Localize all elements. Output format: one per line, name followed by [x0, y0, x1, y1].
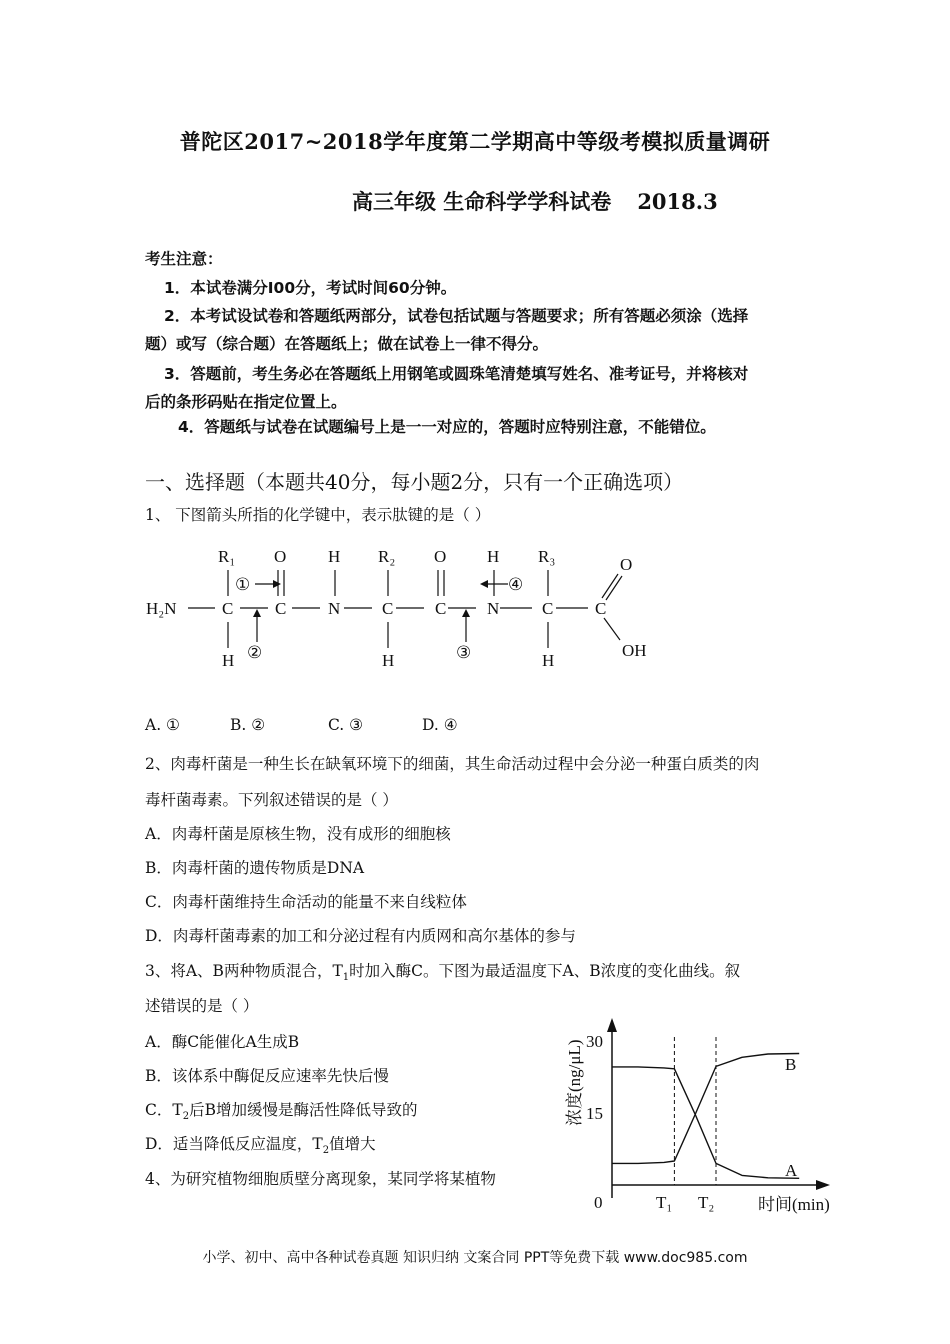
- q3-option-d-post: 值增大: [329, 1135, 376, 1153]
- atom-c-4: C: [435, 599, 447, 618]
- atom-h-4: H: [382, 651, 395, 670]
- section-title: 一、选择题（本题共40分，每小题2分，只有一个正确选项）: [145, 470, 684, 494]
- series-line-b: [612, 1054, 799, 1164]
- notice-item-4: 4．答题纸与试卷在试题编号上是一一对应的，答题时应特别注意，不能错位。: [178, 418, 716, 436]
- atom-c-5: C: [542, 599, 554, 618]
- page-title: 普陀区2017~2018学年度第二学期高中等级考模拟质量调研: [179, 129, 771, 154]
- q3-option-a: A．酶C能催化A生成B: [145, 1033, 300, 1051]
- x-tick-t2: T₂: [698, 1193, 715, 1212]
- atom-n-2: N: [487, 599, 500, 618]
- q3-option-d-sub: 2: [322, 1145, 330, 1157]
- notice-item-1: 1．本试卷满分I00分，考试时间60分钟。: [164, 279, 457, 297]
- q3-option-d: [145, 1132, 376, 1156]
- amino-group-label: H₂N: [146, 599, 177, 618]
- q3-stem-post: 时加入酶C。下图为最适温度下A、B浓度的变化曲线。叙: [349, 962, 741, 980]
- series-line-a: [612, 1067, 799, 1178]
- q3-option-c-sub: 2: [182, 1111, 190, 1123]
- notice-item-2: 2．本考试设试卷和答题纸两部分，试卷包括试题与答题要求；所有答题必须涂（选择: [164, 307, 749, 325]
- atom-o-1: O: [274, 547, 287, 566]
- q3-option-c: [145, 1098, 417, 1122]
- q3-stem-pre: 3、将A、B两种物质混合，T: [145, 962, 343, 980]
- notice-item-3: 3．答题前，考生务必在答题纸上用钢笔或圆珠笔清楚填写姓名、准考证号，并将核对: [164, 365, 749, 383]
- q2-option-d: D．肉毒杆菌毒素的加工和分泌过程有内质网和高尔基体的参与: [145, 927, 576, 945]
- footer-text: 小学、初中、高中各种试卷真题 知识归纳 文案合同 PPT等免费下载 www.doc985.com: [202, 1250, 748, 1266]
- q1-option-a: A. ①: [145, 716, 180, 734]
- origin-label: 0: [594, 1193, 603, 1212]
- question-1-stem: 1、 下图箭头所指的化学键中，表示肽键的是（ ）: [145, 506, 491, 524]
- q3-option-c-post: 后B增加缓慢是酶活性降低导致的: [189, 1101, 418, 1119]
- r2-label: R₂: [378, 547, 396, 566]
- y-axis-arrow: [607, 1018, 617, 1032]
- y-tick-15: 15: [586, 1104, 603, 1123]
- marker-4: ④: [508, 575, 524, 594]
- q3-stem-sub: 1: [342, 972, 350, 984]
- series-b-label: B: [785, 1055, 797, 1074]
- atom-h-2: H: [487, 547, 500, 566]
- r1-label: R₁: [218, 547, 236, 566]
- subtitle-text: 高三年级 生命科学学科试卷: [352, 189, 612, 214]
- q2-option-c: C．肉毒杆菌维持生命活动的能量不来自线粒体: [145, 893, 467, 911]
- x-axis-arrow: [816, 1180, 830, 1190]
- question-2-stem-cont: 毒杆菌毒素。下列叙述错误的是（ ）: [145, 791, 398, 809]
- notice-item-3-cont: 后的条形码贴在指定位置上。: [145, 393, 347, 411]
- y-axis-label: 浓度(ng/μL): [565, 1039, 584, 1126]
- atom-c-1: C: [222, 599, 234, 618]
- atom-h-5: H: [542, 651, 555, 670]
- x-axis-label: 时间(min): [758, 1195, 830, 1214]
- notice-heading: 考生注意：: [145, 250, 223, 268]
- x-tick-t1: T₁: [656, 1193, 673, 1212]
- question-4-stem: 4、为研究植物细胞质壁分离现象，某同学将某植物: [145, 1170, 496, 1188]
- q2-option-a: A．肉毒杆菌是原核生物，没有成形的细胞核: [145, 825, 451, 843]
- page-subtitle: [352, 186, 718, 216]
- atom-h-1: H: [328, 547, 341, 566]
- q3-option-d-pre: D．适当降低反应温度，T: [145, 1135, 323, 1153]
- notice-item-2-cont: 题）或写（综合题）在答题纸上；做在试卷上一律不得分。: [145, 335, 549, 353]
- atom-c-3: C: [382, 599, 394, 618]
- hydroxyl-label: OH: [622, 641, 647, 660]
- q1-option-b: B. ②: [230, 716, 266, 734]
- peptide-structure-figure: [140, 540, 660, 680]
- y-tick-30: 30: [586, 1032, 603, 1051]
- concentration-chart: [550, 1010, 850, 1220]
- q1-option-d: D. ④: [422, 716, 458, 734]
- marker-3: ③: [456, 643, 472, 662]
- atom-o-2: O: [434, 547, 447, 566]
- q3-option-b: B．该体系中酶促反应速率先快后慢: [145, 1067, 389, 1085]
- marker-2: ②: [247, 643, 263, 662]
- question-3-stem-cont: 述错误的是（ ）: [145, 997, 259, 1015]
- atom-h-3: H: [222, 651, 235, 670]
- q3-option-c-pre: C．T: [145, 1101, 183, 1119]
- r3-label: R₃: [538, 547, 556, 566]
- atom-n-1: N: [328, 599, 341, 618]
- question-2-stem: 2、肉毒杆菌是一种生长在缺氧环境下的细菌，其生命活动过程中会分泌一种蛋白质类的肉: [145, 755, 760, 773]
- marker-1: ①: [235, 575, 251, 594]
- q2-option-b: B．肉毒杆菌的遗传物质是DNA: [145, 859, 365, 877]
- q1-option-c: C. ③: [328, 716, 364, 734]
- exam-year: 2018.3: [637, 189, 718, 214]
- question-3-stem: [145, 959, 740, 983]
- series-a-label: A: [785, 1161, 798, 1180]
- atom-c-2: C: [275, 599, 287, 618]
- atom-o-3: O: [620, 555, 633, 574]
- atom-c-6: C: [595, 599, 607, 618]
